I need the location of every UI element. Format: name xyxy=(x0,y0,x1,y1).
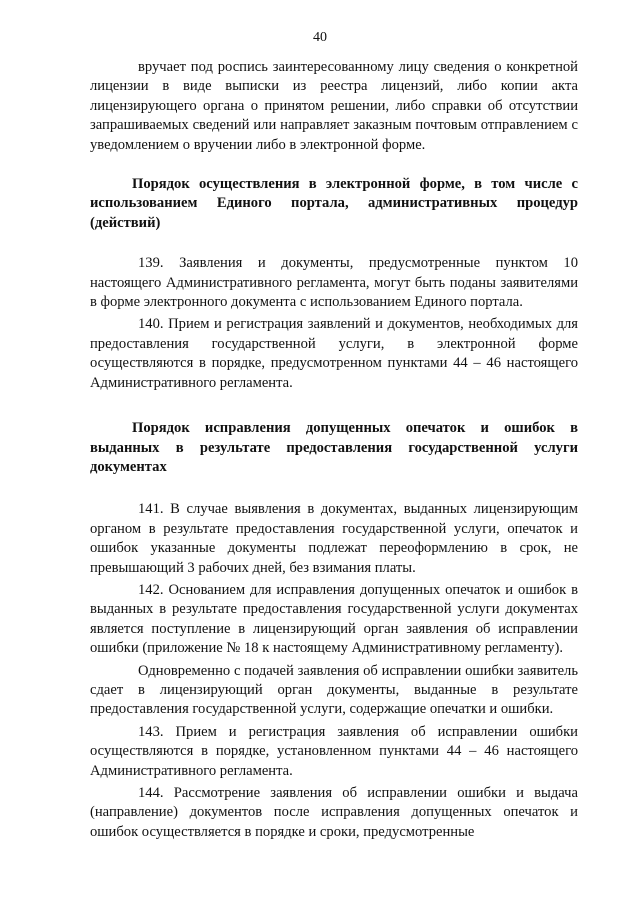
paragraph-139: 139. Заявления и документы, предусмотренные пунктом 10 настоящего Административного регламента, могут быть поданы заявителями в форме электронного документа с использованием Единого портала. xyxy=(90,255,578,311)
spacer xyxy=(90,155,578,175)
paragraph-144: 144. Рассмотрение заявления об исправлении ошибки и выдача (направление) документов после исправления допущенных опечаток и ошибок осуществляется в порядке и сроки, предусмотренные xyxy=(90,785,578,840)
paragraph-141: 141. В случае выявления в документах, выданных лицензирующим органом в результате предоставления государственной услуги, опечаток и ошибок указанные документы подлежат переоформлению в срок, не превышающий 3 рабочих дней, без взимания платы. xyxy=(90,501,578,576)
page-content xyxy=(90,58,578,842)
page-number: 40 xyxy=(313,30,327,45)
spacer xyxy=(90,477,578,500)
section-heading-corrections: Порядок исправления допущенных опечаток и ошибок в выданных в результате предоставления государственной услуги документах xyxy=(90,420,578,475)
paragraph-142: 142. Основанием для исправления допущенных опечаток и ошибок в выданных в результате предоставления государственной услуги документах является поступление в лицензирующий орган заявления об исправлении ошибки (приложение № 18 к настоящему Административному регламенту). xyxy=(90,581,578,657)
paragraph-intro: вручает под роспись заинтересованному лицу сведения о конкретной лицензии в виде выписки из реестра лицензий, либо копии акта лицензирующего органа о принятом решении, либо справки об отсутствии запрашиваемых сведений или направляет заказным почтовым отправлением с уведомлением о вручении либо в электронной форме. xyxy=(90,59,578,153)
section-heading-electronic-form: Порядок осуществления в электронной форме, в том числе с использованием Единого портала, административных процедур (действий) xyxy=(90,176,578,231)
paragraph-140: 140. Прием и регистрация заявлений и документов, необходимых для предоставления государственной услуги, в электронной форме осуществляются в порядке, предусмотренном пунктами 44 – 46 настоящего Административного регламента. xyxy=(90,316,578,391)
spacer xyxy=(90,233,578,254)
paragraph-143: 143. Прием и регистрация заявления об исправлении ошибки осуществляются в порядке, установленном пунктами 44 – 46 настоящего Административного регламента. xyxy=(90,723,578,779)
paragraph-142-continued: Одновременно с подачей заявления об исправлении ошибки заявитель сдает в лицензирующий орган документы, выданные в результате предоставления государственной услуги, содержащие опечатки и ошибки. xyxy=(90,662,578,718)
spacer xyxy=(90,393,578,419)
